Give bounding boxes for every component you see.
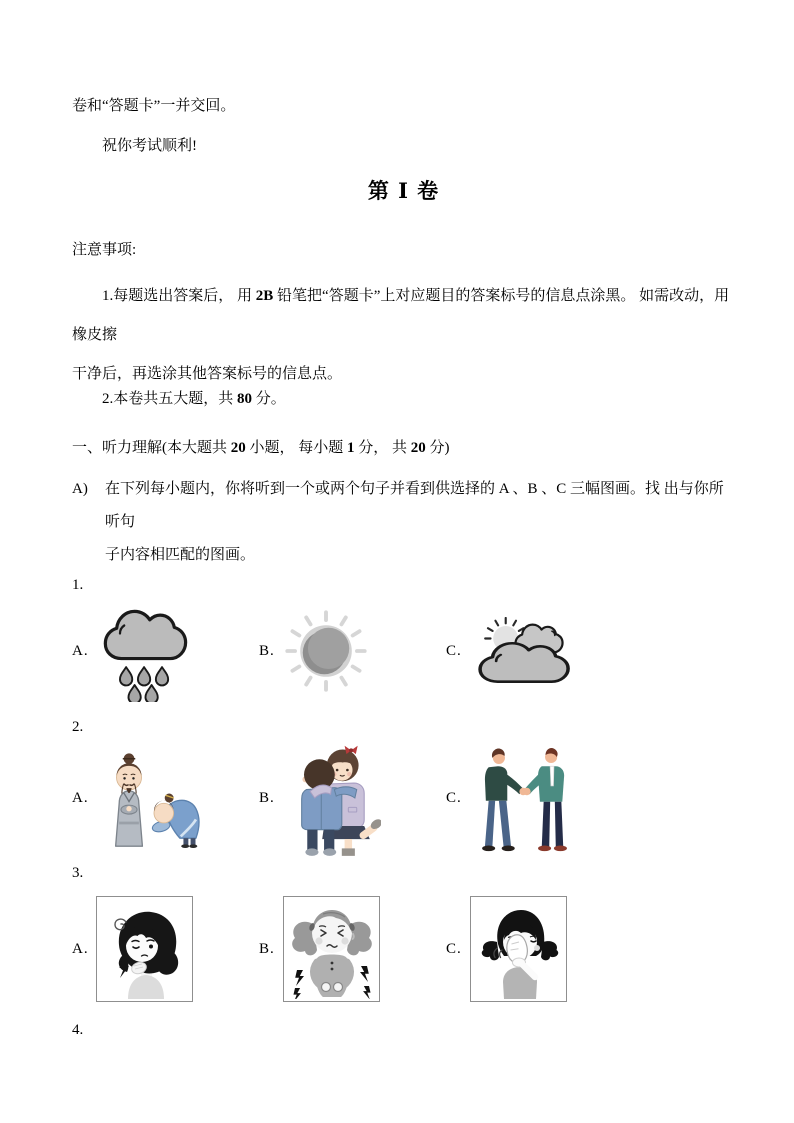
girl-blowing-nose-illustration: [470, 896, 567, 1002]
q1-option-b-label: B.: [259, 642, 275, 659]
q1-option-a-label: A.: [72, 642, 89, 659]
part-a-instruction: [72, 473, 736, 572]
question-1-options: [72, 599, 736, 703]
question-3-number: 3.: [72, 865, 84, 881]
q2-option-c: [446, 743, 736, 853]
question-2-options: [72, 740, 736, 856]
note1-text-pre: 1.每题选出答案后， 用: [102, 288, 256, 304]
girl-stomachache-illustration: [283, 896, 380, 1002]
note-item-2: [72, 389, 736, 409]
q2-option-b: [259, 738, 446, 858]
section1-heading: [72, 438, 736, 458]
sec1-mid2: 分， 共: [354, 440, 411, 456]
q1-option-c-label: C.: [446, 642, 462, 659]
rainy-cloud-icon: [96, 600, 194, 702]
q1-option-b: [259, 608, 446, 694]
children-hugging-illustration: [283, 738, 381, 858]
part-a-label: A): [72, 481, 88, 497]
part-title: 第 Ⅰ 卷: [367, 179, 441, 203]
q3-option-a-label: A.: [72, 940, 89, 957]
sec1-pre: 一、听力理解(本大题共: [72, 440, 231, 456]
part-a-line1: 在下列每小题内，你将听到一个或两个句子并看到供选择的 A 、B 、C 三幅图画。找 出与你所听句: [105, 481, 724, 530]
good-luck-line: 祝你考试顺利!: [102, 138, 197, 154]
question-4-number: 4.: [72, 1022, 84, 1038]
girl-sore-throat-illustration: [96, 896, 193, 1002]
note1-text-rest: 铅笔把“答题卡”上对应题目的答案标号的信息点涂黑。 如需改动，用橡皮擦: [72, 288, 730, 343]
notes-heading: 注意事项:: [72, 242, 137, 258]
partly-cloudy-icon: [470, 617, 570, 685]
q2-option-b-label: B.: [259, 789, 275, 806]
question-2-number: 2.: [72, 719, 84, 735]
q3-option-b-label: B.: [259, 940, 275, 957]
q3-option-c: [446, 896, 736, 1002]
note2-text-pre: 2.本卷共五大题，共: [102, 391, 238, 407]
note2-bold-80: 80: [237, 391, 253, 407]
sec1-num1: 20: [230, 440, 246, 456]
question-1-number: 1.: [72, 577, 84, 593]
note1-text-line2: 干净后，再选涂其他答案标号的信息点。: [72, 366, 343, 382]
sun-icon: [283, 608, 369, 694]
q1-option-a: [72, 600, 259, 702]
sec1-mid1: 小题， 每小题: [245, 440, 348, 456]
note2-text-rest: 分。: [252, 391, 286, 407]
question-3-options: [72, 895, 736, 1003]
q3-option-c-label: C.: [446, 940, 462, 957]
q3-option-b: [259, 896, 446, 1002]
page-content: [72, 0, 736, 1039]
traditional-bow-greeting-illustration: [96, 744, 212, 852]
q3-option-a: [72, 896, 259, 1002]
return-instruction-line: 卷和“答题卡”一并交回。: [72, 98, 236, 114]
note1-bold-2b: 2B: [255, 288, 274, 304]
sec1-num2: 1: [347, 440, 355, 456]
q2-option-c-label: C.: [446, 789, 462, 806]
men-shaking-hands-illustration: [470, 743, 580, 853]
q2-option-a: [72, 744, 259, 852]
note-item-1: [72, 277, 736, 394]
sec1-post: 分): [425, 440, 450, 456]
part-a-text: [105, 473, 736, 572]
q2-option-a-label: A.: [72, 789, 89, 806]
part-a-line2: 子内容相匹配的图画。: [105, 547, 256, 563]
q1-option-c: [446, 617, 736, 685]
sec1-num3: 20: [410, 440, 426, 456]
